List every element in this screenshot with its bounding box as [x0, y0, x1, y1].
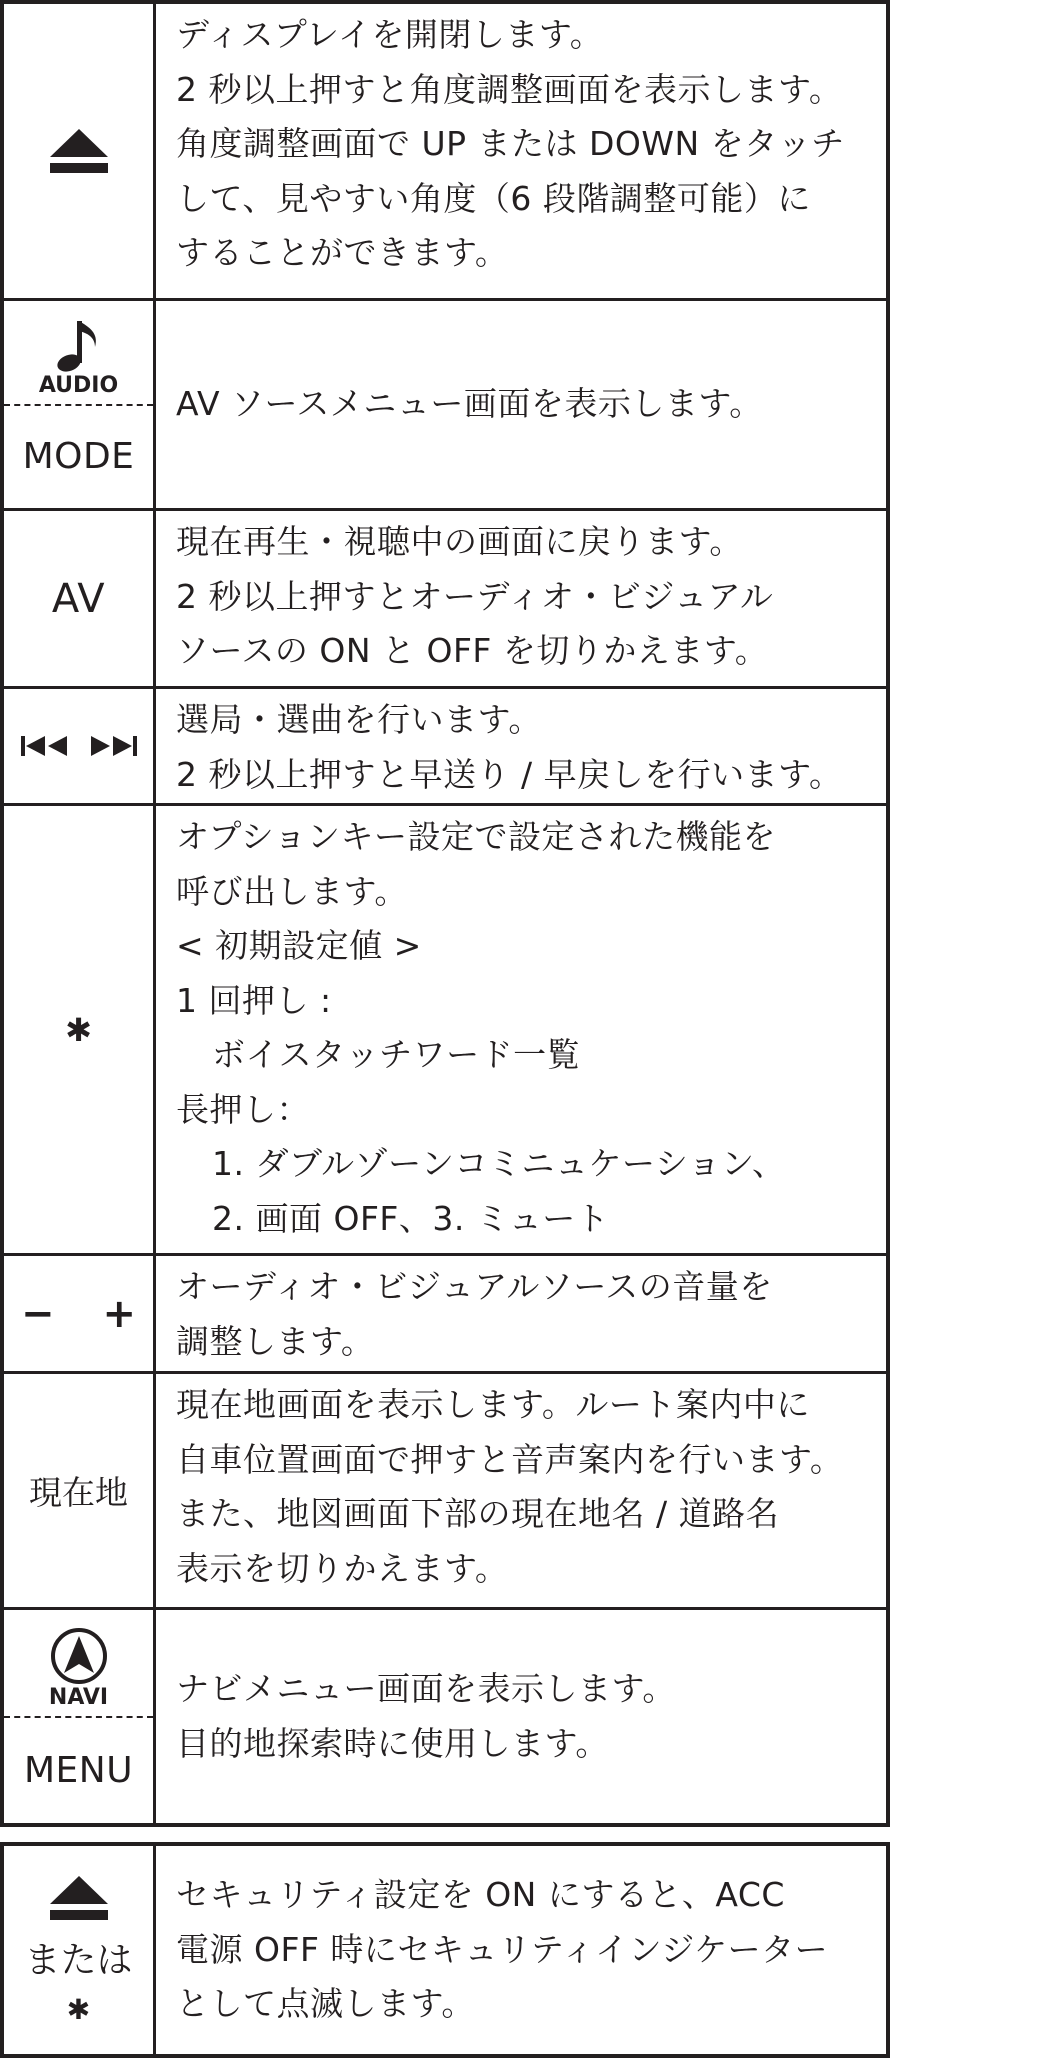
desc-line: 自車位置画面で押すと音声案内を行います。 [176, 1439, 844, 1479]
desc-line: として点滅します。 [176, 1984, 475, 2024]
desc-line: また、地図画面下部の現在地名 / 道路名 [176, 1494, 780, 1533]
desc-line: セキュリティ設定を ON にすると、ACC [176, 1875, 785, 1915]
or-label: または [24, 1940, 133, 1981]
desc-cell-track-skip [156, 689, 886, 803]
desc-line: 2 秒以上押すと早送り / 早戻しを行います。 [176, 754, 843, 794]
table-row-current-position [4, 1374, 886, 1610]
table-row-audio-mode [4, 301, 886, 511]
desc-line: 1 回押し : [176, 980, 332, 1020]
desc-cell-eject [156, 4, 886, 298]
star-icon: ✱ [65, 1010, 92, 1049]
desc-cell-current-position [156, 1374, 886, 1607]
star-icon: ✱ [66, 1993, 91, 2026]
minus-icon: − [20, 1290, 55, 1337]
table-row-track-skip [4, 689, 886, 806]
navi-arrow-icon [50, 1627, 108, 1685]
table-row-eject [4, 4, 886, 301]
desc-line: することができます。 [176, 233, 509, 272]
desc-line: AV ソースメニュー画面を表示します。 [176, 384, 763, 424]
desc-line: 呼び出します。 [176, 871, 408, 911]
desc-line: 長押し： [176, 1089, 310, 1129]
desc-line: ソースの ON と OFF を切りかえます。 [176, 631, 769, 670]
desc-line: 電源 OFF 時にセキュリティインジケーター [176, 1929, 829, 1969]
desc-line: オーディオ・ビジュアルソースの音量を [176, 1267, 773, 1306]
skip-back-icon [21, 735, 69, 757]
desc-cell-av [156, 511, 886, 686]
key-cell-eject [4, 4, 156, 298]
desc-line: 表示を切りかえます。 [176, 1548, 509, 1588]
table-row-volume [4, 1256, 886, 1374]
key-cell-track-skip [4, 689, 156, 803]
desc-cell-audio-mode [156, 301, 886, 508]
desc-line: して、見やすい角度（6 段階調整可能）に [176, 178, 811, 218]
desc-line: 2 秒以上押すと角度調整画面を表示します。 [176, 69, 843, 109]
desc-line: 角度調整画面で UP または DOWN をタッチ [176, 124, 845, 163]
desc-line: 目的地探索時に使用します。 [176, 1723, 609, 1763]
key-cell-navi-menu [4, 1610, 156, 1823]
desc-line: 1. ダブルゾーンコミニュケーション、 [212, 1144, 786, 1183]
music-note-icon [55, 317, 103, 373]
navi-label: NAVI [48, 1684, 109, 1710]
menu-key [4, 1718, 153, 1823]
table-row-security [4, 1846, 886, 2054]
desc-cell-option-key [156, 806, 886, 1253]
mode-label: MODE [22, 436, 135, 478]
desc-line: 現在再生・視聴中の画面に戻ります。 [176, 522, 743, 561]
desc-line: 2. 画面 OFF、3. ミュート [212, 1198, 610, 1238]
desc-line: 2 秒以上押すとオーディオ・ビジュアル [176, 576, 774, 616]
desc-cell-volume [156, 1256, 886, 1371]
av-label: AV [51, 575, 106, 622]
audio-label: AUDIO [38, 372, 119, 398]
desc-line: ボイスタッチワード一覧 [212, 1035, 581, 1074]
desc-line: オプションキー設定で設定された機能を [176, 817, 777, 856]
desc-line: 現在地画面を表示します。ルート案内中に [176, 1385, 810, 1424]
key-cell-option-key [4, 806, 156, 1253]
key-cell-audio-mode [4, 301, 156, 508]
desc-line: 選局・選曲を行います。 [176, 700, 542, 739]
desc-line: < 初期設定値 > [176, 926, 422, 965]
eject-icon [48, 127, 110, 175]
desc-cell-security [156, 1846, 886, 2054]
current-position-label: 現在地 [29, 1473, 128, 1512]
security-indicator-table [0, 1842, 890, 2058]
mode-key [4, 406, 153, 508]
key-cell-volume [4, 1256, 156, 1371]
desc-line: ナビメニュー画面を表示します。 [176, 1669, 676, 1708]
key-cell-av [4, 511, 156, 686]
table-row-navi-menu [4, 1610, 886, 1823]
plus-icon: + [102, 1290, 137, 1337]
desc-cell-navi-menu [156, 1610, 886, 1823]
table-row-option-key [4, 806, 886, 1256]
skip-forward-icon [89, 735, 137, 757]
navi-key [4, 1610, 153, 1716]
desc-line: ディスプレイを開閉します。 [176, 15, 604, 54]
menu-label: MENU [23, 1749, 134, 1791]
key-cell-current-position [4, 1374, 156, 1607]
eject-icon [48, 1874, 110, 1922]
desc-line: 調整します。 [176, 1321, 375, 1361]
table-row-av [4, 511, 886, 689]
key-cell-security [4, 1846, 156, 2054]
audio-key [4, 301, 153, 404]
